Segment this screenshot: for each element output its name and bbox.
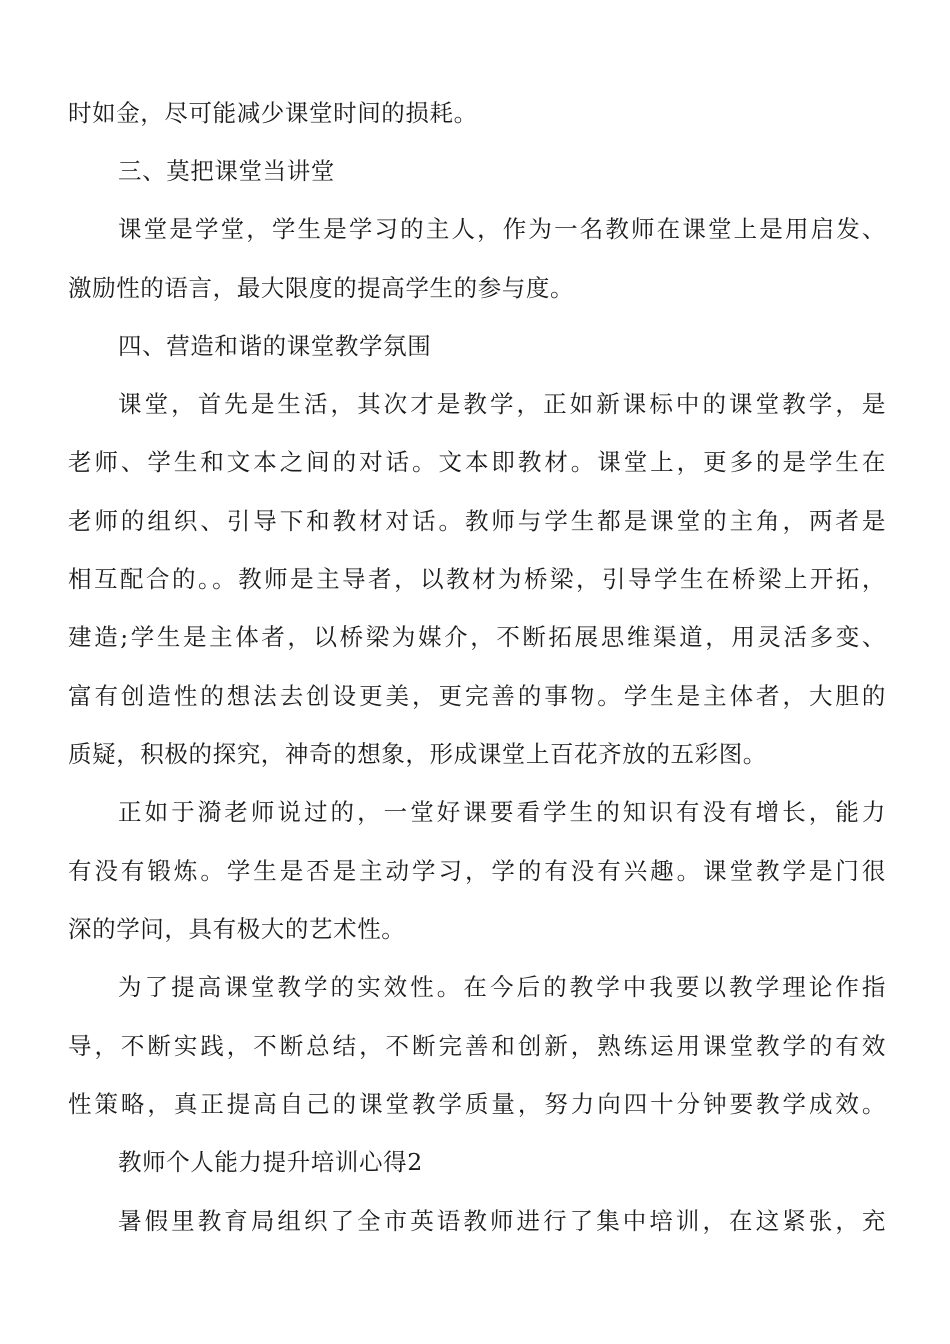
paragraph-line: 深的学问，具有极大的艺术性。 <box>68 915 406 943</box>
paragraph-line: 暑假里教育局组织了全市英语教师进行了集中培训，在这紧张，充 <box>118 1207 886 1235</box>
paragraph-line: 老师、学生和文本之间的对话。文本即教材。课堂上，更多的是学生在 <box>68 448 886 476</box>
paragraph-line: 激励性的语言，最大限度的提高学生的参与度。 <box>68 274 575 302</box>
paragraph-line: 课堂是学堂，学生是学习的主人，作为一名教师在课堂上是用启发、 <box>118 215 886 243</box>
paragraph-line: 时如金，尽可能减少课堂时间的损耗。 <box>68 99 478 127</box>
paragraph-line: 性策略，真正提高自己的课堂教学质量，努力向四十分钟要教学成效。 <box>68 1090 886 1118</box>
paragraph-line: 老师的组织、引导下和教材对话。教师与学生都是课堂的主角，两者是 <box>68 507 886 535</box>
paragraph-line: 课堂，首先是生活，其次才是教学，正如新课标中的课堂教学，是 <box>118 390 886 418</box>
paragraph-line: 导，不断实践，不断总结，不断完善和创新，熟练运用课堂教学的有效 <box>68 1032 886 1060</box>
paragraph-line: 为了提高课堂教学的实效性。在今后的教学中我要以教学理论作指 <box>118 973 886 1001</box>
paragraph-line: 正如于漪老师说过的，一堂好课要看学生的知识有没有增长，能力 <box>118 798 886 826</box>
paragraph-line: 富有创造性的想法去创设更美，更完善的事物。学生是主体者，大胆的 <box>68 682 886 710</box>
paragraph-line: 相互配合的。。教师是主导者，以教材为桥梁，引导学生在桥梁上开拓， <box>68 565 886 593</box>
section-title: 教师个人能力提升培训心得2 <box>118 1148 423 1176</box>
section-heading: 三、莫把课堂当讲堂 <box>118 157 335 185</box>
paragraph-line: 建造;学生是主体者，以桥梁为媒介，不断拓展思维渠道，用灵活多变、 <box>68 623 886 651</box>
paragraph-line: 质疑，积极的探究，神奇的想象，形成课堂上百花齐放的五彩图。 <box>68 740 767 768</box>
section-heading: 四、营造和谐的课堂教学氛围 <box>118 332 432 360</box>
paragraph-line: 有没有锻炼。学生是否是主动学习，学的有没有兴趣。课堂教学是门很 <box>68 857 886 885</box>
